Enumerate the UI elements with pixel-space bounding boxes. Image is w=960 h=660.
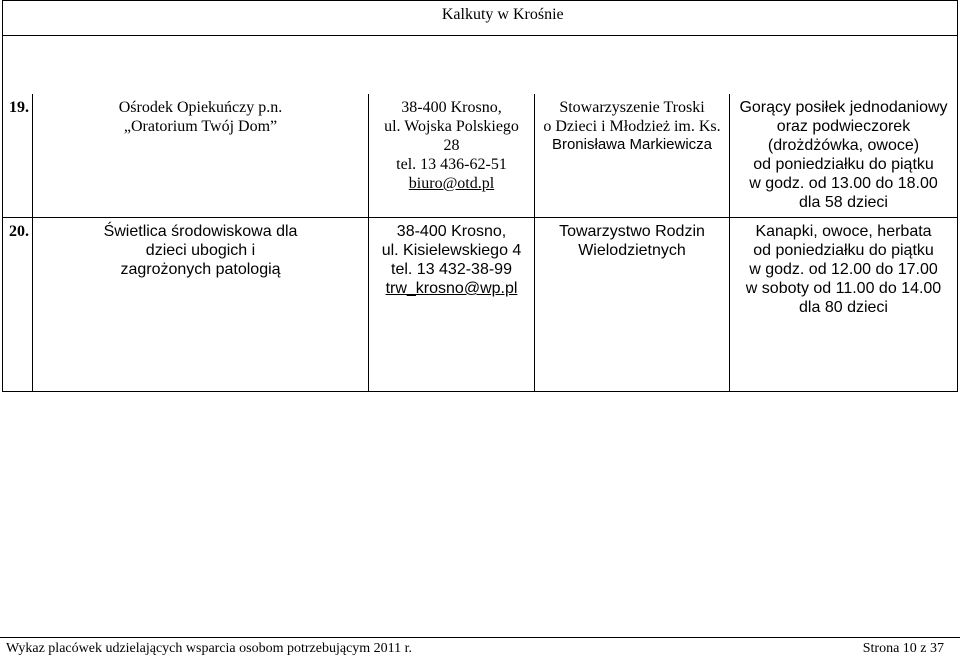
institution-address: 38-400 Krosno, ul. Kisielewskiego 4 tel. 13 432-38-99 trw_krosno@wp.pl xyxy=(369,218,535,392)
section-title: Kalkuty w Krośnie xyxy=(369,1,958,36)
institution-name: Ośrodek Opiekuńczy p.n. „Oratorium Twój Dom” xyxy=(33,94,369,218)
institution-services: Kanapki, owoce, herbata od poniedziałku do piątku w godz. od 12.00 do 17.00 w soboty od 11.00 do 14.00 dla 80 dzieci xyxy=(730,218,958,392)
footer-page-number: Strona 10 z 37 xyxy=(862,641,944,656)
institution-name: Świetlica środowiskowa dla dzieci ubogich i zagrożonych patologią xyxy=(33,218,369,392)
row-number: 19. xyxy=(3,94,33,218)
institution-organizer: Towarzystwo Rodzin Wielodzietnych xyxy=(535,218,730,392)
institution-services: Gorący posiłek jednodaniowy oraz podwieczorek (drożdżówka, owoce) od poniedziałku do piątku w godz. od 13.00 do 18.00 dla 58 dzieci xyxy=(730,94,958,218)
table-header-row xyxy=(3,1,958,36)
institutions-table xyxy=(2,0,958,392)
email-link[interactable]: trw_krosno@wp.pl xyxy=(385,280,518,297)
table-row xyxy=(3,218,958,392)
institution-organizer: Stowarzyszenie Troski o Dzieci i Młodzież im. Ks. Bronisława Markiewicza xyxy=(535,94,730,218)
institution-address: 38-400 Krosno, ul. Wojska Polskiego 28 tel. 13 436-62-51 biuro@otd.pl xyxy=(369,94,535,218)
spacer-row xyxy=(3,36,958,95)
email-link[interactable]: biuro@otd.pl xyxy=(408,175,495,192)
page-footer xyxy=(0,637,960,660)
footer-document-title: Wykaz placówek udzielających wsparcia osobom potrzebującym 2011 r. xyxy=(6,641,413,656)
table-row xyxy=(3,94,958,218)
row-number: 20. xyxy=(3,218,33,392)
